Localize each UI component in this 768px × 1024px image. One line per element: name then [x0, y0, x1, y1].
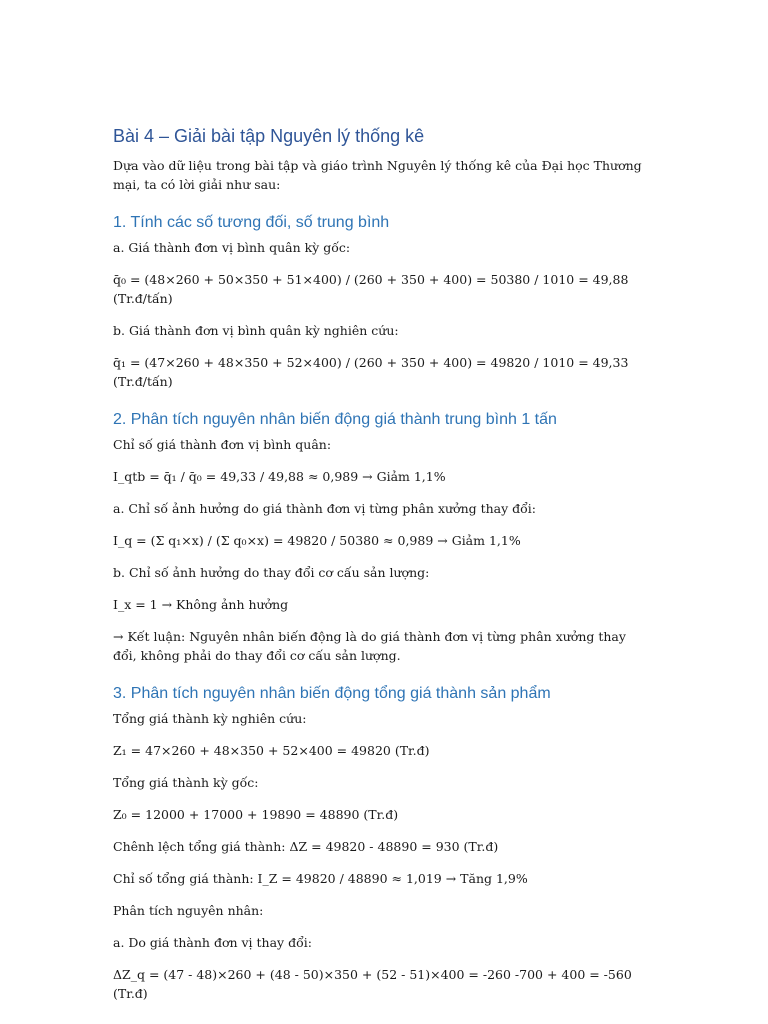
section-1-a-label: a. Giá thành đơn vị bình quân kỳ gốc: [113, 240, 351, 255]
section-2-conclusion: → Kết luận: Nguyên nhân biến động là do giá thành đơn vị từng phân xưởng thay đổi, không phải do thay đổi cơ cấu sản lượng. [113, 629, 626, 663]
section-3-index: Chỉ số tổng giá thành: I_Z = 49820 / 48890 ≈ 1,019 → Tăng 1,9% [113, 871, 528, 886]
section-1-b-formula: q̄₁ = (47×260 + 48×350 + 52×400) / (260 + 350 + 400) = 49820 / 1010 = 49,33 (Tr.đ/tấn) [113, 355, 629, 389]
document-page [113, 124, 653, 1003]
section-2-heading: 2. Phân tích nguyên nhân biến động giá thành trung bình 1 tấn [113, 411, 557, 428]
section-1-heading: 1. Tính các số tương đối, số trung bình [113, 214, 390, 231]
section-3-a-formula: ΔZ_q = (47 - 48)×260 + (48 - 50)×350 + (52 - 51)×400 = -260 -700 + 400 = -560 (Tr.đ) [113, 967, 632, 1001]
section-3-a-label: a. Do giá thành đơn vị thay đổi: [113, 935, 312, 950]
section-2-index-formula: I_qtb = q̄₁ / q̄₀ = 49,33 / 49,88 ≈ 0,989 → Giảm 1,1% [113, 469, 446, 484]
section-1-a-formula: q̄₀ = (48×260 + 50×350 + 51×400) / (260 + 350 + 400) = 50380 / 1010 = 49,88 (Tr.đ/tấn) [113, 272, 629, 306]
section-2-index-label: Chỉ số giá thành đơn vị bình quân: [113, 437, 332, 452]
section-3-z0-label: Tổng giá thành kỳ gốc: [113, 775, 259, 790]
section-3-z0-formula: Z₀ = 12000 + 17000 + 19890 = 48890 (Tr.đ) [113, 807, 399, 822]
section-2-b-label: b. Chỉ số ảnh hưởng do thay đổi cơ cấu sản lượng: [113, 565, 430, 580]
section-2-b-formula: I_x = 1 → Không ảnh hưởng [113, 597, 289, 612]
section-1-b-label: b. Giá thành đơn vị bình quân kỳ nghiên cứu: [113, 323, 399, 338]
section-3-heading: 3. Phân tích nguyên nhân biến động tổng giá thành sản phẩm [113, 685, 551, 702]
section-3-analysis-label: Phân tích nguyên nhân: [113, 903, 264, 918]
section-2-a-formula: I_q = (Σ q₁×x) / (Σ q₀×x) = 49820 / 50380 ≈ 0,989 → Giảm 1,1% [113, 533, 521, 548]
section-3-difference: Chênh lệch tổng giá thành: ΔZ = 49820 - 48890 = 930 (Tr.đ) [113, 839, 499, 854]
section-3-z1-formula: Z₁ = 47×260 + 48×350 + 52×400 = 49820 (Tr.đ) [113, 743, 430, 758]
intro-paragraph: Dựa vào dữ liệu trong bài tập và giáo trình Nguyên lý thống kê của Đại học Thương mại, ta có lời giải như sau: [113, 158, 642, 192]
section-3-z1-label: Tổng giá thành kỳ nghiên cứu: [113, 711, 307, 726]
section-2-a-label: a. Chỉ số ảnh hưởng do giá thành đơn vị từng phân xưởng thay đổi: [113, 501, 537, 516]
document-title: Bài 4 – Giải bài tập Nguyên lý thống kê [113, 126, 425, 146]
